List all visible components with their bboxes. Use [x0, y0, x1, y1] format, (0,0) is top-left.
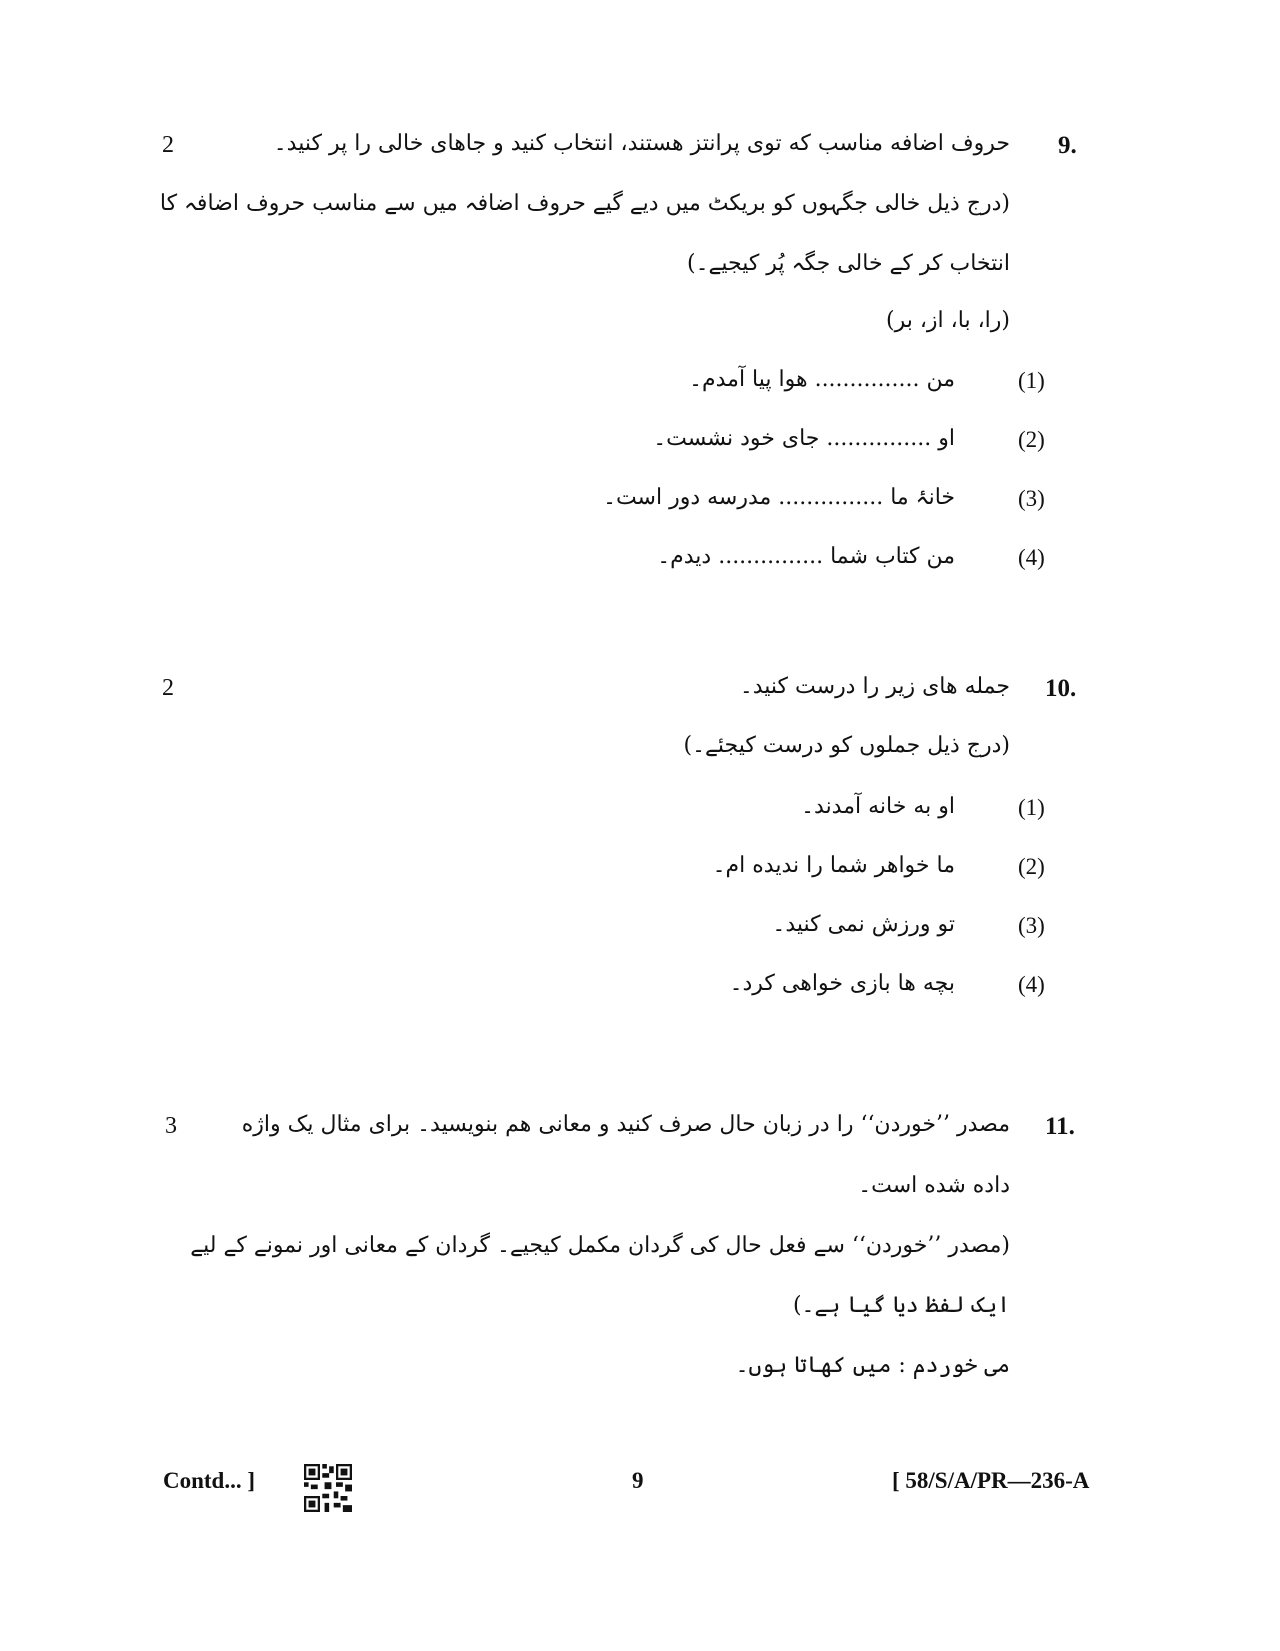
- q9-instruction-urdu-line1: (درج ذیل خالی جگہوں کو بریکٹ میں دیے گیے حروف اضافہ میں سے مناسب حروف اضافہ کا: [159, 191, 1010, 216]
- marks-q9: 2: [162, 132, 174, 158]
- page-number: 9: [632, 1468, 644, 1493]
- q9-item-3-number: (3): [1018, 486, 1045, 511]
- question-number-10: 10.: [1045, 675, 1077, 702]
- q9-item-2-number: (2): [1018, 427, 1045, 452]
- q10-item-4-number: (4): [1018, 972, 1045, 997]
- q10-item-3-number: (3): [1018, 913, 1045, 938]
- q10-item-3-text: تو ورزش نمی کنید۔: [772, 912, 955, 937]
- q9-item-4-number: (4): [1018, 545, 1045, 570]
- paper-code: [ 58/S/A/PR—236-A: [892, 1468, 1090, 1493]
- question-number-11: 11.: [1045, 1113, 1075, 1140]
- marks-q11: 3: [165, 1113, 177, 1139]
- q9-item-4-text: من کتاب شما ............... دیدم۔: [657, 544, 955, 569]
- q9-item-1-number: (1): [1018, 368, 1045, 393]
- question-number-9: 9.: [1058, 132, 1077, 159]
- q11-instruction-urdu-line2: ایک لفظ دیا گیا ہے۔): [792, 1293, 1010, 1318]
- q10-item-1-text: او به خانه آمدند۔: [801, 794, 955, 819]
- q9-item-3-text: خانۂ ما ............... مدرسه دور است۔: [603, 485, 955, 510]
- q10-item-1-number: (1): [1018, 795, 1045, 820]
- q10-item-2-text: ما خواهر شما را ندیده ام۔: [712, 853, 955, 878]
- q9-instruction-urdu-line2: انتخاب کر کے خالی جگہ پُر کیجیے۔): [687, 251, 1010, 276]
- q9-instruction-persian: حروف اضافه مناسب که توی پرانتز هستند، انتخاب کنید و جاهای خالی را پر کنید۔: [273, 131, 1010, 156]
- q9-item-2-text: او ............... جای خود نشست۔: [653, 426, 955, 451]
- q9-item-1-text: من ............... هوا پیا آمدم۔: [689, 367, 955, 392]
- q11-instruction-urdu-line1: (مصدر ’’خوردن‘‘ سے فعل حال کی گردان مکمل کیجیے۔ گردان کے معانی اور نمونے کے لیے: [190, 1233, 1010, 1258]
- q10-instruction-urdu: (درج ذیل جملوں کو درست کیجئے۔): [683, 733, 1010, 758]
- q11-example: می خوردم : میں کھاتا ہوں۔: [735, 1353, 1010, 1378]
- qr-code-icon: [304, 1464, 352, 1516]
- footer-contd: Contd... ]: [163, 1468, 256, 1493]
- q11-instruction-persian-line1: مصدر ’’خوردن‘‘ را در زبان حال صرف کنید و معانی هم بنویسید۔ برای مثال یک واژه: [241, 1112, 1010, 1137]
- q10-instruction-persian: جمله های زیر را درست کنید۔: [739, 674, 1010, 699]
- q10-item-2-number: (2): [1018, 854, 1045, 879]
- q10-item-4-text: بچه ها بازی خواهی کرد۔: [729, 971, 955, 996]
- q9-options: (را، با، از، بر): [885, 308, 1010, 333]
- q11-instruction-persian-line2: داده شده است۔: [858, 1173, 1010, 1198]
- marks-q10: 2: [162, 675, 174, 701]
